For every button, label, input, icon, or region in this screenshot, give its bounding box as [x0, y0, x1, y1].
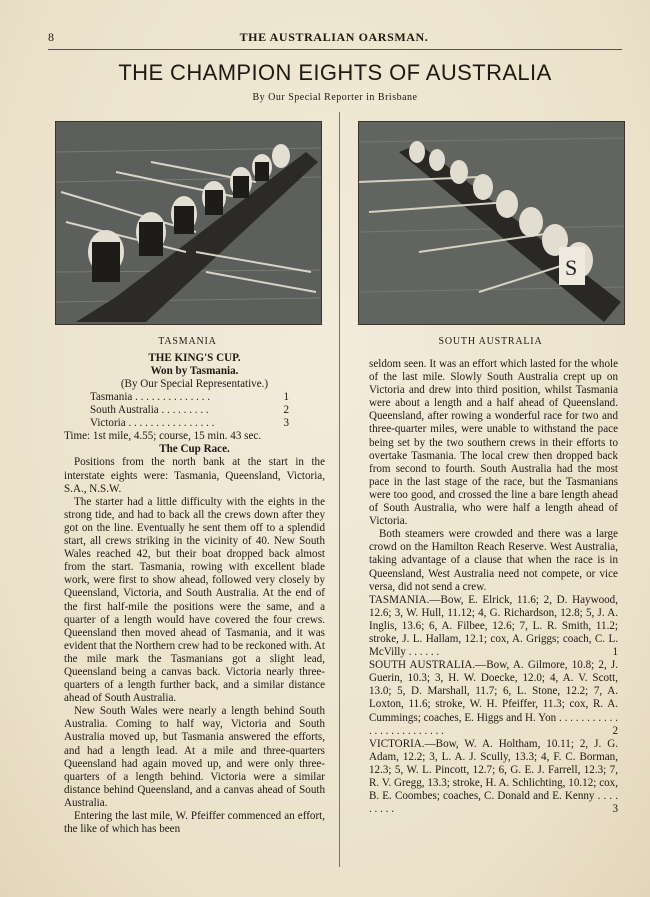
crew-text: TASMANIA.—Bow, E. Elrick, 11.6; 2, D. Haywood, 12.6; 3, W. Hull, 11.12; 4, G. Richardson, 12.8; 5, J. A. Inglis, 13.6; 6, A. Filbee, 12.6; 7, L. R. Smith, 11.2; stroke, J. L. Hallam, 12.1; cox, A. Griggs; coach, C. L. McVilly . . . . . . [369, 593, 618, 659]
header-rule [48, 49, 622, 50]
result-place: 1 [283, 391, 289, 404]
crew-list-tasmania [369, 594, 618, 659]
svg-text:S: S [565, 255, 578, 280]
result-crew: Tasmania . . . . . . . . . . . . . . [90, 391, 211, 404]
result-place: 3 [283, 417, 289, 430]
paragraph: New South Wales were nearly a length behind South Australia. Coming to half way, Victoria and South Australia moved up, but Tasmania answered the efforts, and had a length lead. At a mile and three-quarters Queensland had again moved up, and were only three-quarters of a length behind. Victoria were a similar distance behind Queensland, and a canvas ahead of South Australia. [64, 705, 325, 809]
page-number: 8 [48, 30, 55, 44]
crew-place: 1 [612, 646, 618, 659]
cup-race-heading: The Cup Race. [159, 443, 230, 456]
right-column [369, 358, 618, 816]
paragraph: Entering the last mile, W. Pfeiffer commenced an effort, the like of which has been [64, 810, 325, 836]
crew-place: 3 [612, 803, 618, 816]
section-heading: THE KING'S CUP. [148, 352, 241, 364]
south-australia-crew-photo [358, 121, 625, 325]
byline: By Our Special Reporter in Brisbane [252, 92, 418, 103]
crew-place: 2 [612, 724, 618, 737]
journal-name: THE AUSTRALIAN OARSMAN. [239, 30, 429, 44]
result-row [64, 417, 325, 430]
reporter-note: (By Our Special Representative.) [120, 378, 269, 391]
south-australia-caption: SOUTH AUSTRALIA [438, 336, 543, 347]
left-column [64, 352, 325, 836]
result-place: 2 [283, 404, 289, 417]
column-divider [339, 112, 340, 867]
result-row [64, 404, 325, 417]
paragraph: The starter had a little difficulty with the eights in the strong tide, and had to back all the crews down after they got on the line. Eventually he sent them off to a splendid start, all crews striking in the vicinity of 40. New South Wales reached 42, but their boat dropped back almost from the start. Tasmania, rowing with excellent blade work, were first to show ahead, followed very closely by Queensland, Victoria, and South Australia. At the end of the first half-mile the positions were the same, and a quarter of a length would have covered the four crews. Queensland then moved ahead of Tasmania, and it was evident that the Northern crew had to be reckoned with. At the mile mark the Tasmanians got a slight lead, Queensland being a canvas back. Victoria nearly three-quarters of a length further back, and a similar distance ahead of South Australia. [64, 495, 325, 705]
paragraph: seldom seen. It was an effort which lasted for the whole of the last mile. Slowly South Australia crept up on Victoria and drew into third position, whilst Tasmania were about a length and a half ahead of Queensland. Queensland, after rowing a wonderful race for two and three-quarter miles, were unable to withstand the pace being set by the two southern crews in their efforts to overtake Tasmania. The local crew then dropped back from second to fourth. South Australia had the most pace in the last stage of the race, but the Tasmanians were too good, and crossed the line a bare length ahead of South Australia, who were half a length ahead of Victoria. [369, 358, 618, 528]
paragraph: Both steamers were crowded and there was a large crowd on the Hamilton Reach Reserve. West Australia, taking advantage of a clause that when the race is in Queensland, West Australia need not compete, or vice versa, did not send a crew. [369, 528, 618, 593]
paragraph: Positions from the north bank at the start in the interstate eights were: Tasmania, Queensland, Victoria, S.A., N.S.W. [64, 456, 325, 495]
result-row [64, 391, 325, 404]
crew-text: VICTORIA.—Bow, W. A. Holtham, 10.11; 2, J. G. Adam, 12.2; 3, L. A. J. Scully, 13.3; 4, F. C. Borman, 12.3; 5, W. L. Pincott, 12.7; 6, G. E. J. Farrell, 12.3; 7, R. V. Gregg, 13.3; stroke, H. A. Schlichting, 10.12; cox, B. E. Coombes; coaches, C. Donald and E. Kenny . . . . . . . . . [369, 737, 618, 816]
result-crew: Victoria . . . . . . . . . . . . . . . . [90, 417, 215, 430]
tasmania-crew-photo [55, 121, 322, 325]
crew-text: SOUTH AUSTRALIA.—Bow, A. Gilmore, 10.8; 2, J. Guerin, 10.3; 3, H. W. Doecke, 12.0; 4, A. V. Scott, 13.0; 5, D. Marshall, 11.7; 6, L. Stone, 12.2; 7, A. Loxton, 11.6; stroke, W. H. Pfeiffer, 11.3; cox, R. A. Cummings; coaches, E. Higgs and H. Yon . . . . . . . . . . . . . . . . . . . . . . . . . [369, 659, 618, 737]
result-crew: South Australia . . . . . . . . . [90, 404, 209, 417]
crew-list-south-australia [369, 659, 618, 738]
running-head [48, 30, 620, 48]
tasmania-caption: TASMANIA [158, 336, 217, 347]
crew-list-victoria [369, 738, 618, 817]
race-time: Time: 1st mile, 4.55; course, 15 min. 43 sec. [64, 430, 262, 443]
section-subheading: Won by Tasmania. [150, 365, 239, 378]
article-title: THE CHAMPION EIGHTS OF AUSTRALIA [118, 60, 552, 85]
